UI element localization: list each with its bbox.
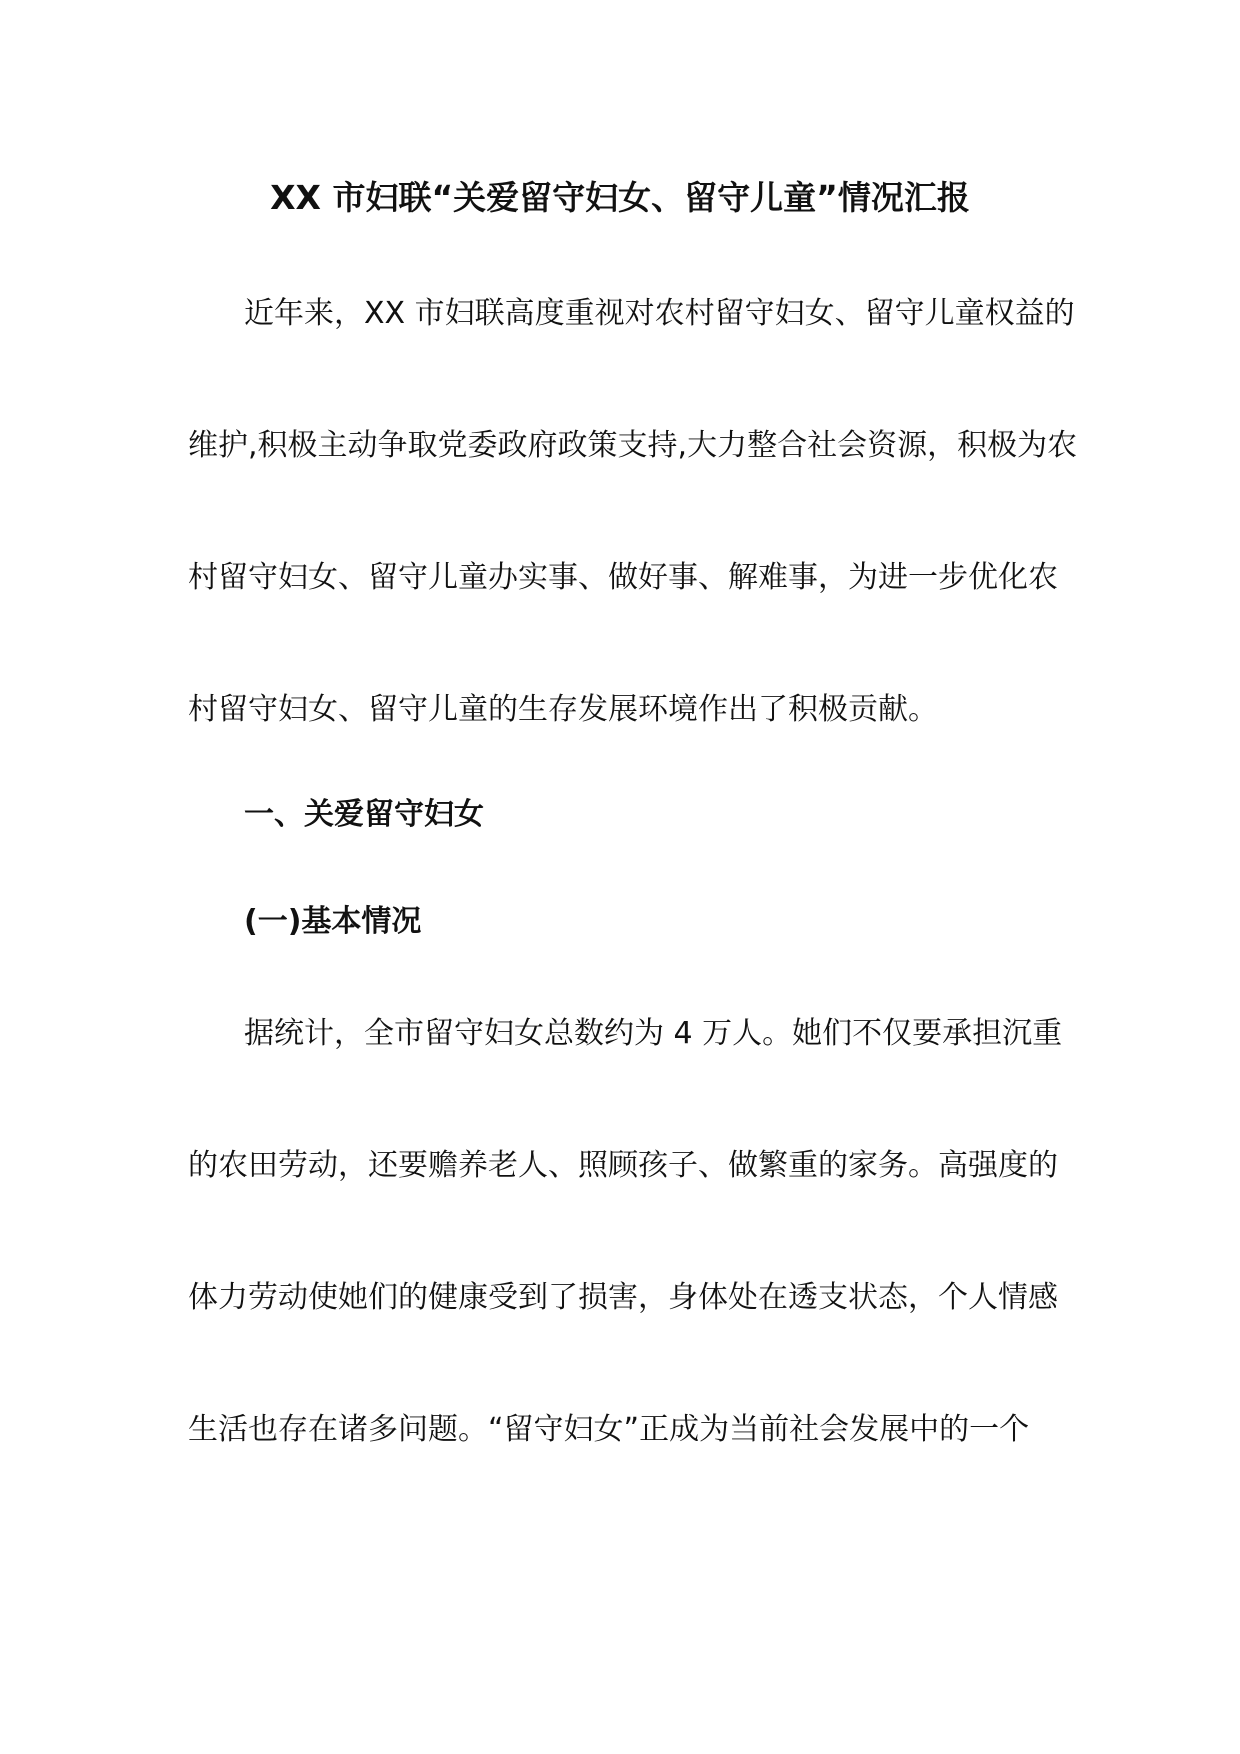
paragraph-line: 村留守妇女、留守儿童的生存发展环境作出了积极贡献。: [188, 692, 938, 727]
document-title: XX 市妇联“关爱留守妇女、留守儿童”情况汇报: [270, 178, 970, 217]
paragraph-line: 村留守妇女、留守儿童办实事、做好事、解难事，为进一步优化农: [188, 560, 1058, 595]
paragraph-line: 维护,积极主动争取党委政府政策支持,大力整合社会资源，积极为农: [188, 428, 1078, 463]
paragraph-line: 据统计，全市留守妇女总数约为 4 万人。她们不仅要承担沉重: [244, 1016, 1063, 1051]
paragraph-line: 近年来，XX 市妇联高度重视对农村留守妇女、留守儿童权益的: [244, 296, 1075, 331]
paragraph-line: 体力劳动使她们的健康受到了损害，身体处在透支状态，个人情感: [188, 1280, 1058, 1315]
section-heading: 一、关爱留守妇女: [244, 797, 484, 832]
subsection-heading: (一)基本情况: [244, 904, 422, 939]
paragraph-line: 生活也存在诸多问题。“留守妇女”正成为当前社会发展中的一个: [188, 1412, 1030, 1447]
paragraph-line: 的农田劳动，还要赡养老人、照顾孩子、做繁重的家务。高强度的: [188, 1148, 1058, 1183]
